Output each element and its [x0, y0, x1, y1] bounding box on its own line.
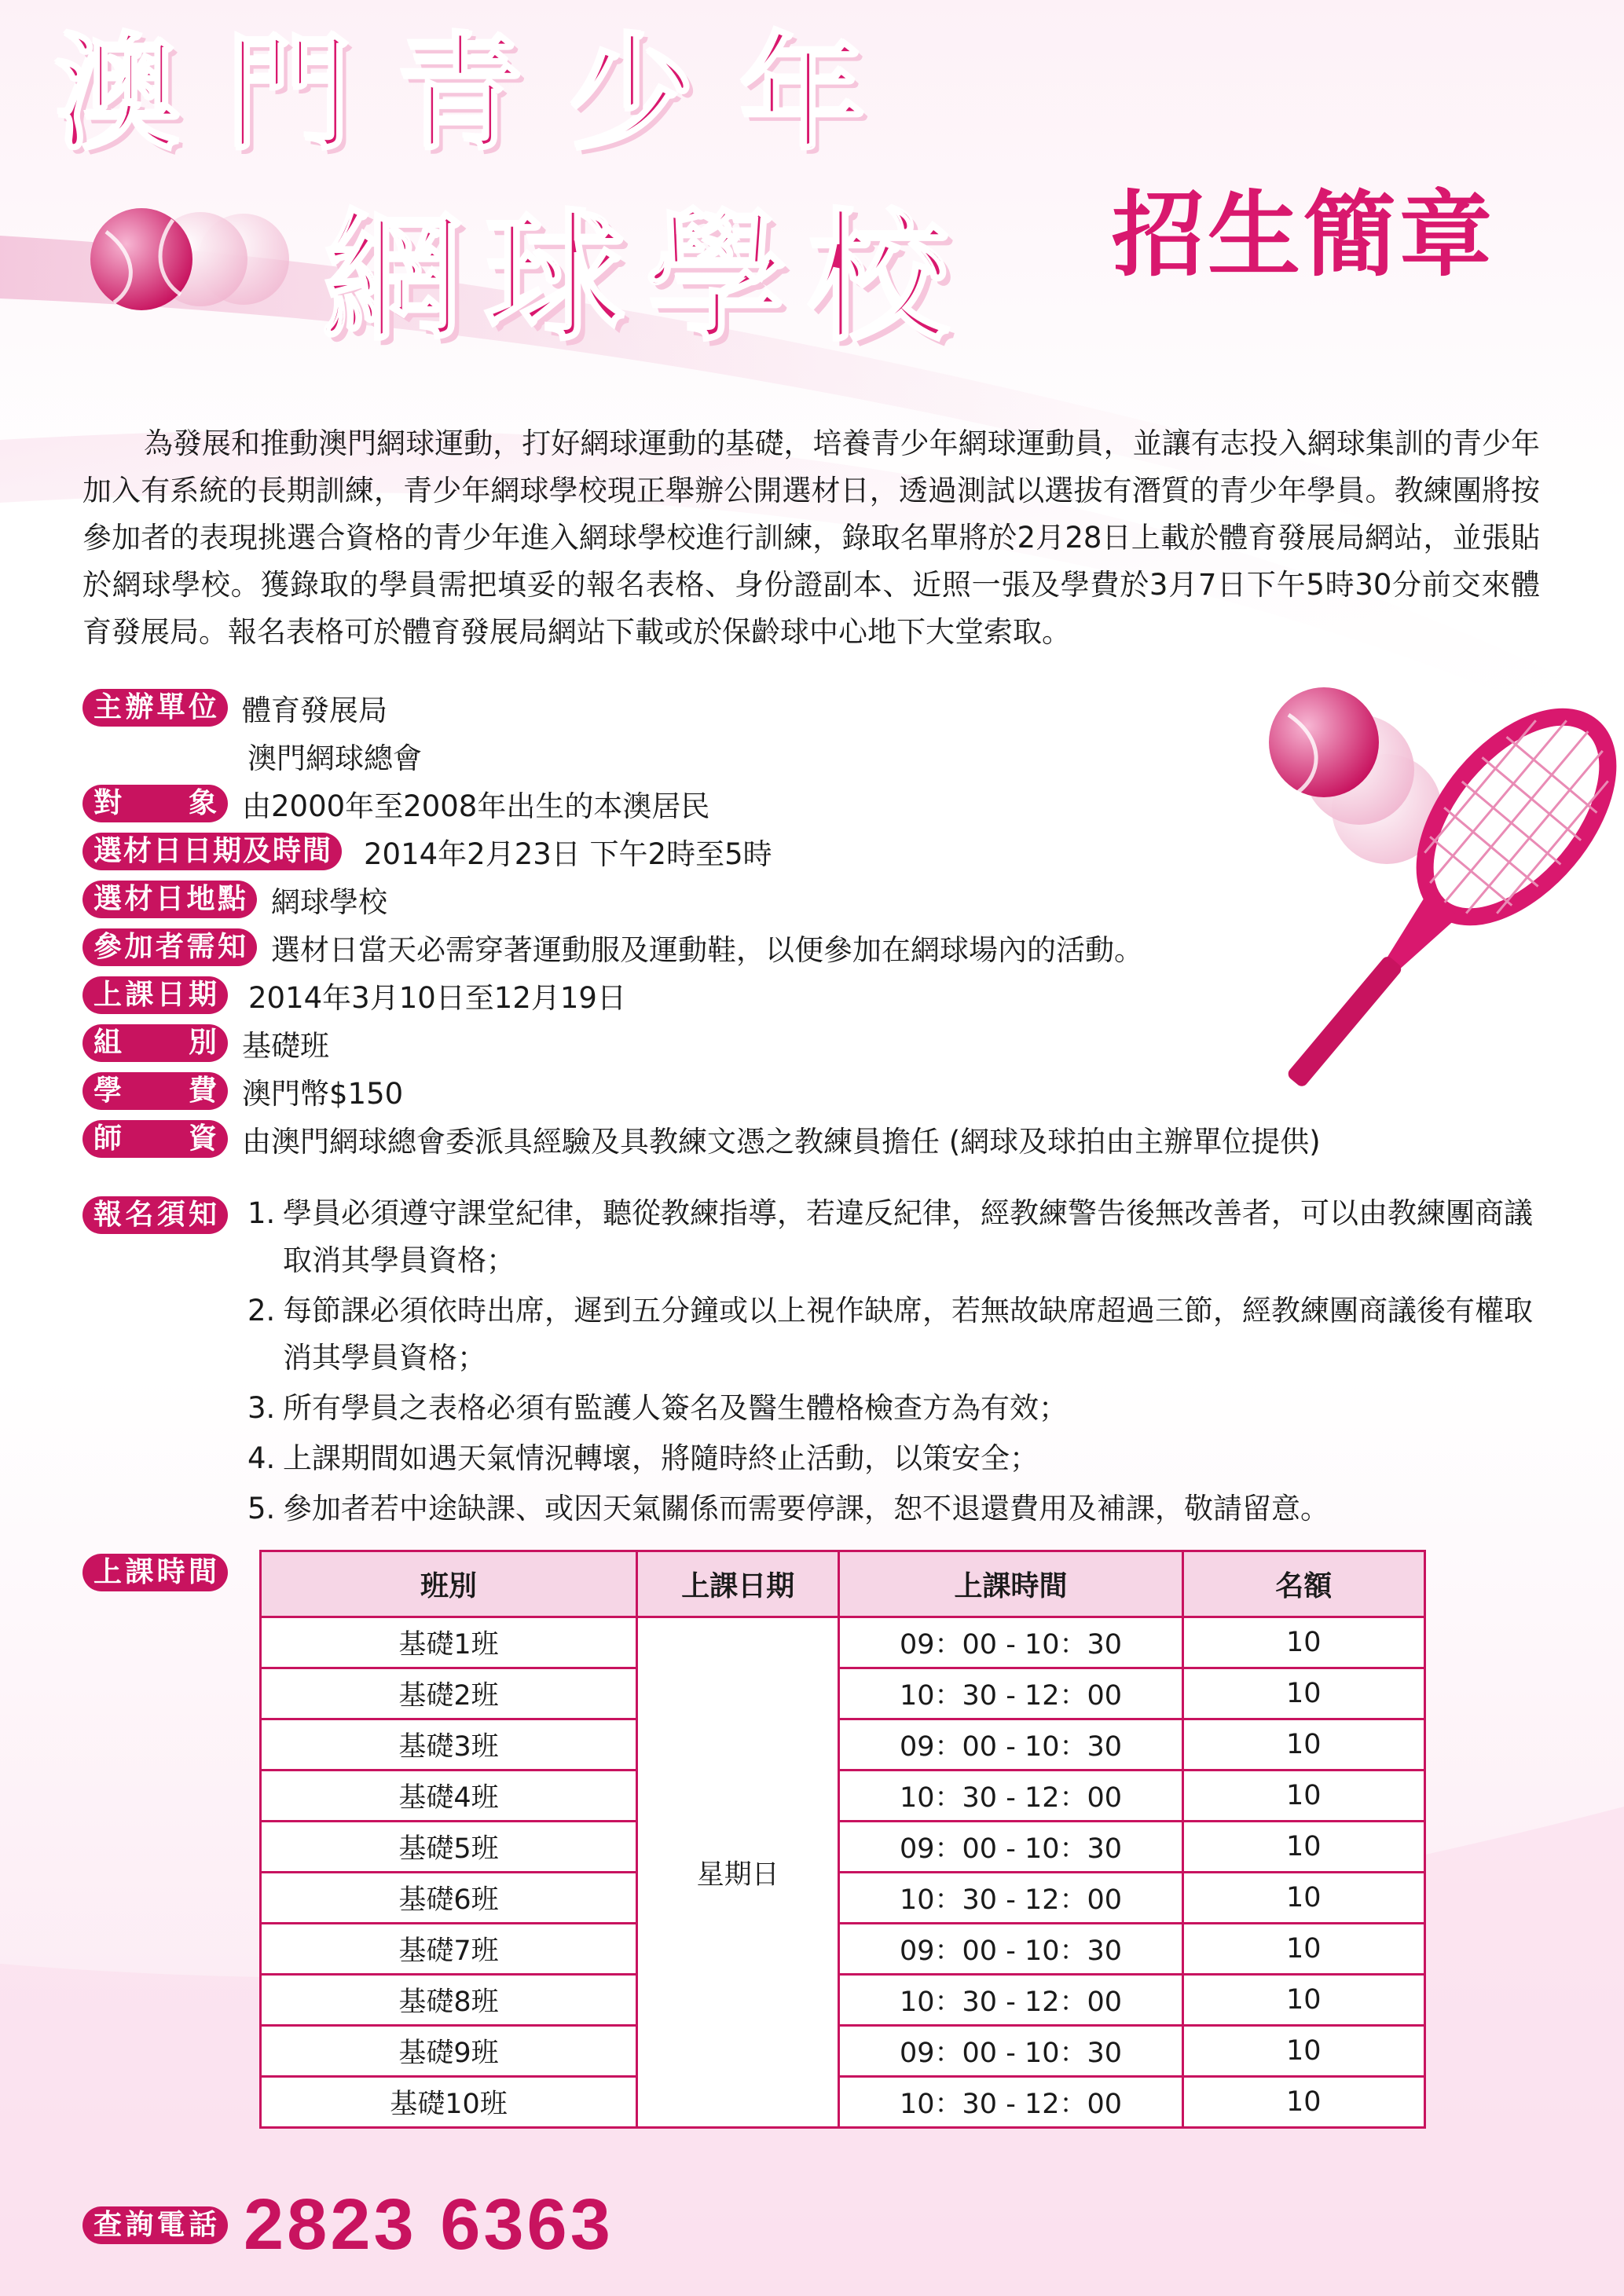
note-item: [247, 1385, 1552, 1432]
contact-phone: 2823 6363: [244, 2184, 614, 2265]
class-cell: 基礎6班: [261, 1873, 637, 1924]
day-cell: 星期日: [636, 1617, 838, 2128]
coach-row: [82, 1115, 1481, 1163]
header-date: 上課日期: [636, 1551, 838, 1617]
table-row: [261, 1719, 1425, 1771]
organizer-value-2: 澳門網球總會: [247, 741, 422, 775]
class-cell: 基礎8班: [261, 1975, 637, 2026]
class-cell: 基礎4班: [261, 1771, 637, 1822]
selection-venue-value: 網球學校: [271, 884, 387, 919]
header-class: 班別: [261, 1551, 637, 1617]
table-row: [261, 1771, 1425, 1822]
time-cell: 10：30 - 12：00: [839, 1975, 1182, 2026]
header-time: 上課時間: [839, 1551, 1182, 1617]
note-item: [247, 1485, 1552, 1532]
note-text: 所有學員之表格必須有監護人簽名及醫生體格檢查方為有效；: [283, 1391, 1068, 1425]
table-row: [261, 1822, 1425, 1873]
table-row: [261, 1617, 1425, 1668]
time-cell: 09：00 - 10：30: [839, 1822, 1182, 1873]
organizer-row-2: [82, 731, 1481, 779]
time-cell: 10：30 - 12：00: [839, 1873, 1182, 1924]
schedule-label: 上課時間: [82, 1554, 228, 1591]
note-text: 參加者若中途缺課、或因天氣關係而需要停課，恕不退還費用及補課，敬請留意。: [283, 1492, 1329, 1525]
selection-date-label: 選材日日期及時間: [82, 833, 342, 870]
time-cell: 09：00 - 10：30: [839, 1719, 1182, 1771]
fee-label: 學 費: [82, 1072, 228, 1110]
table-row: [261, 1873, 1425, 1924]
selection-venue-label: 選材日地點: [82, 881, 257, 918]
tennis-balls-icon: [82, 200, 318, 318]
notes-label: 報名須知: [82, 1196, 228, 1234]
class-dates-label: 上課日期: [82, 976, 228, 1014]
contact-label: 查詢電話: [82, 2206, 228, 2244]
time-cell: 10：30 - 12：00: [839, 1771, 1182, 1822]
title-line2: 網球學校: [322, 196, 970, 361]
table-header-row: [261, 1551, 1425, 1617]
note-text: 每節課必須依時出席，遲到五分鐘或以上視作缺席，若無故缺席超過三節，經教練團商議後有權取消其學員資格；: [283, 1294, 1533, 1375]
note-text: 學員必須遵守課堂紀律，聽從教練指導，若違反紀律，經教練警告後無改善者，可以由教練團商議取消其學員資格；: [283, 1196, 1533, 1277]
time-cell: 09：00 - 10：30: [839, 1617, 1182, 1668]
note-number: 3.: [247, 1391, 276, 1425]
table-row: [261, 2077, 1425, 2128]
quota-cell: 10: [1182, 2077, 1424, 2128]
note-number: 5.: [247, 1492, 276, 1525]
time-cell: 10：30 - 12：00: [839, 2077, 1182, 2128]
organizer-label: 主辦單位: [82, 689, 228, 727]
class-dates-value: 2014年3月10日至12月19日: [248, 980, 626, 1015]
selection-date-value: 2014年2月23日 下午2時至5時: [364, 837, 772, 871]
info-list: [82, 683, 1481, 1163]
table-row: [261, 2026, 1425, 2077]
intro-paragraph: 為發展和推動澳門網球運動，打好網球運動的基礎，培養青少年網球運動員，並讓有志投入網球集訓的青少年加入有系統的長期訓練，青少年網球學校現正舉辦公開選材日，透過測試以選拔有潛質的青少年學員。教練團將按參加者的表現挑選合資格的青少年進入網球學校進行訓練，錄取名單將於2月28日上載於體育發展局網站，並張貼於網球學校。獲錄取的學員需把填妥的報名表格、身份證副本、近照一張及學費於3月7日下午5時30分前交來體育發展局。報名表格可於體育發展局網站下載或於保齡球中心地下大堂索取。: [82, 427, 1540, 649]
title-subtitle: 招生簡章: [1112, 181, 1496, 289]
time-cell: 09：00 - 10：30: [839, 1924, 1182, 1975]
note-text: 上課期間如遇天氣情況轉壞，將隨時終止活動，以策安全；: [283, 1441, 1039, 1475]
fee-row: [82, 1067, 1481, 1115]
quota-cell: 10: [1182, 1771, 1424, 1822]
quota-cell: 10: [1182, 1617, 1424, 1668]
coach-value: 由澳門網球總會委派具經驗及具教練文憑之教練員擔任 (網球及球拍由主辦單位提供): [242, 1124, 1321, 1159]
contact-block: [82, 2184, 614, 2266]
note-number: 1.: [247, 1196, 276, 1230]
time-cell: 09：00 - 10：30: [839, 2026, 1182, 2077]
table-row: [261, 1975, 1425, 2026]
class-dates-row: [82, 971, 1481, 1019]
schedule-table: [259, 1550, 1426, 2129]
table-row: [261, 1924, 1425, 1975]
organizer-row: [82, 683, 1481, 731]
table-row: [261, 1668, 1425, 1719]
organizer-value: 體育發展局: [242, 693, 387, 727]
fee-value: 澳門幣$150: [242, 1076, 404, 1111]
class-cell: 基礎9班: [261, 2026, 637, 2077]
group-value: 基礎班: [242, 1028, 329, 1063]
class-cell: 基礎2班: [261, 1668, 637, 1719]
selection-date-row: [82, 827, 1481, 875]
quota-cell: 10: [1182, 1975, 1424, 2026]
quota-cell: 10: [1182, 1873, 1424, 1924]
class-cell: 基礎3班: [261, 1719, 637, 1771]
quota-cell: 10: [1182, 1719, 1424, 1771]
quota-cell: 10: [1182, 1822, 1424, 1873]
note-item: [247, 1435, 1552, 1482]
note-item: [247, 1287, 1552, 1382]
note-number: 2.: [247, 1294, 276, 1327]
requirements-row: [82, 923, 1481, 971]
target-row: [82, 779, 1481, 827]
note-item: [247, 1190, 1552, 1284]
note-number: 4.: [247, 1441, 276, 1475]
quota-cell: 10: [1182, 2026, 1424, 2077]
quota-cell: 10: [1182, 1668, 1424, 1719]
title-line1: 澳門青少年: [55, 20, 912, 167]
requirements-value: 選材日當天必需穿著運動服及運動鞋，以便參加在網球場內的活動。: [271, 932, 1143, 967]
group-label: 組 別: [82, 1024, 228, 1062]
time-cell: 10：30 - 12：00: [839, 1668, 1182, 1719]
class-cell: 基礎10班: [261, 2077, 637, 2128]
class-cell: 基礎5班: [261, 1822, 637, 1873]
requirements-label: 參加者需知: [82, 928, 257, 966]
quota-cell: 10: [1182, 1924, 1424, 1975]
selection-venue-row: [82, 875, 1481, 923]
target-value: 由2000年至2008年出生的本澳居民: [242, 789, 710, 823]
class-cell: 基礎1班: [261, 1617, 637, 1668]
header-quota: 名額: [1182, 1551, 1424, 1617]
notes-list: [247, 1190, 1552, 1536]
class-cell: 基礎7班: [261, 1924, 637, 1975]
coach-label: 師 資: [82, 1120, 228, 1158]
group-row: [82, 1019, 1481, 1067]
target-label: 對 象: [82, 785, 228, 822]
